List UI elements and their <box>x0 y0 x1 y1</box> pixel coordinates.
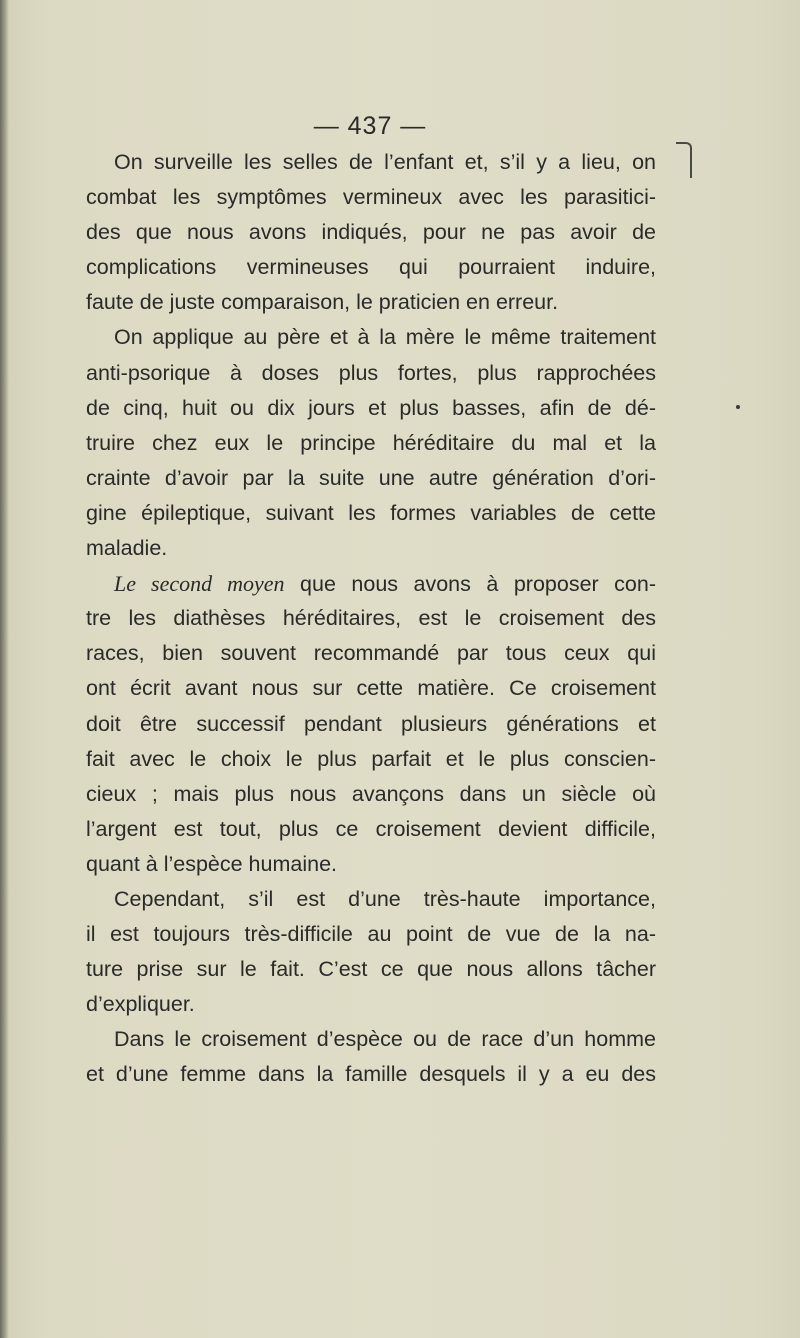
text-line <box>86 636 656 671</box>
text-line <box>86 145 656 180</box>
text-line <box>86 461 656 496</box>
text-line <box>86 1057 656 1092</box>
line-text: fait avec le choix le plus parfait et le plus conscien- <box>86 746 656 771</box>
line-text: anti-psorique à doses plus fortes, plus rapprochées <box>86 360 656 385</box>
text-line <box>86 671 656 706</box>
line-text: que nous avons à proposer con- <box>284 572 656 597</box>
line-text: tre les diathèses héréditaires, est le croisement des <box>86 606 656 631</box>
line-text: On surveille les selles de l’enfant et, s’il y a lieu, on <box>114 150 656 174</box>
text-line <box>86 601 656 636</box>
text-line <box>86 250 656 285</box>
line-text: truire chez eux le principe héréditaire du mal et la <box>86 430 656 455</box>
text-line <box>86 531 656 566</box>
text-line <box>86 566 656 601</box>
line-text: complications vermineuses qui pourraient induire, <box>86 255 656 280</box>
line-text: d’expliquer. <box>86 992 195 1017</box>
line-text: gine épileptique, suivant les formes variables de cette <box>86 500 656 525</box>
line-text: On applique au père et à la mère le même traitement <box>114 325 656 350</box>
line-text: ont écrit avant nous sur cette matière. Ce croisement <box>86 676 656 701</box>
text-line <box>86 847 656 882</box>
line-text: et d’une femme dans la famille desquels il y a eu des <box>86 1062 656 1087</box>
text-line <box>86 987 656 1022</box>
binding-edge <box>0 0 9 1338</box>
text-line <box>86 391 656 426</box>
text-line <box>86 917 656 952</box>
italic-phrase: Le second moyen <box>114 571 285 597</box>
text-line <box>86 777 656 812</box>
text-line <box>86 320 656 355</box>
text-line <box>86 952 656 987</box>
text-line <box>86 496 656 531</box>
text-line <box>86 215 656 250</box>
text-line <box>86 356 656 391</box>
line-text: Cependant, s’il est d’une très-haute importance, <box>114 886 656 911</box>
margin-bracket-mark <box>676 142 692 178</box>
body-text <box>86 145 656 1093</box>
line-text: faute de juste comparaison, le praticien en erreur. <box>86 290 559 315</box>
line-text: des que nous avons indiqués, pour ne pas avoir de <box>86 220 656 245</box>
line-text: combat les symptômes vermineux avec les parasitici- <box>86 185 656 210</box>
text-line <box>86 812 656 847</box>
line-text: quant à l’espèce humaine. <box>86 851 338 876</box>
text-line <box>86 882 656 917</box>
text-line <box>86 180 656 215</box>
line-text: l’argent est tout, plus ce croisement devient difficile, <box>86 816 656 841</box>
line-text: de cinq, huit ou dix jours et plus basses, afin de dé- <box>86 395 656 420</box>
line-text: doit être successif pendant plusieurs générations et <box>86 711 656 736</box>
text-line <box>86 1022 656 1057</box>
text-line <box>86 742 656 777</box>
line-text: Dans le croisement d’espèce ou de race d’un homme <box>114 1027 656 1052</box>
line-text: maladie. <box>86 536 168 561</box>
line-text: cieux ; mais plus nous avançons dans un siècle où <box>86 781 656 806</box>
text-line <box>86 426 656 461</box>
margin-dot-mark <box>736 405 740 409</box>
line-text: races, bien souvent recommandé par tous ceux qui <box>86 641 656 666</box>
line-text: ture prise sur le fait. C’est ce que nous allons tâcher <box>86 957 656 982</box>
text-line <box>86 285 656 320</box>
line-text: crainte d’avoir par la suite une autre génération d’ori- <box>86 465 656 490</box>
page-number: — 437 — <box>313 112 427 140</box>
line-text: il est toujours très-difficile au point de vue de la na- <box>86 922 656 947</box>
text-line <box>86 707 656 742</box>
